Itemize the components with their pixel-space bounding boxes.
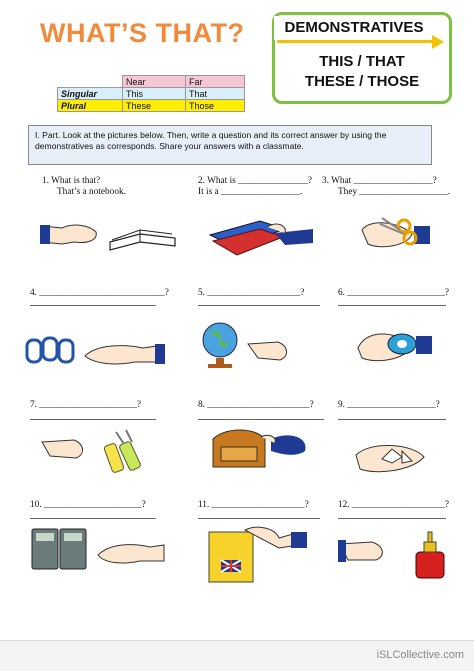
pointing-hand-and-glue-picture (338, 528, 448, 583)
footer-site: iSLCollective.com (376, 649, 464, 661)
hand-with-scissors-picture (360, 210, 430, 255)
question-11: 11. ____________________? (198, 500, 309, 510)
paperclips-and-hand-picture (25, 330, 165, 370)
answer-line-12[interactable] (338, 518, 446, 519)
question-9: 9. ___________________? (338, 400, 440, 410)
calculators-and-hand-picture (30, 525, 170, 575)
stapler-picture (205, 207, 315, 262)
demonstratives-line-1: THIS / THAT (319, 53, 405, 70)
demonstratives-line-2: THESE / THOSE (304, 73, 420, 90)
singular-near: This (123, 88, 186, 100)
answer-line-8[interactable] (198, 419, 324, 420)
question-2: 2. What is _______________? (198, 176, 312, 186)
question-6: 6. _____________________? (338, 288, 450, 298)
answer-line-6[interactable] (338, 305, 446, 306)
question-5: 5. ____________________? (198, 288, 305, 298)
answer-line-4[interactable] (30, 305, 156, 306)
pointing-hand-and-markers-picture (40, 420, 160, 475)
instructions: I. Part. Look at the pictures below. Then, write a question and its correct answer by using the demonstratives as corresponds. Share your answers with a classmate. (28, 125, 432, 165)
question-3: 3. What _________________? (322, 176, 437, 186)
arrow-head-icon (432, 35, 444, 49)
row-plural-label: Plural (58, 100, 123, 112)
header-near: Near (123, 76, 186, 88)
footer (0, 640, 474, 671)
answer-line-10[interactable] (30, 518, 156, 519)
question-12: 12. ____________________? (338, 500, 450, 510)
question-4: 4. ___________________________? (30, 288, 169, 298)
grammar-table (57, 75, 245, 112)
demonstratives-heading: DEMONSTRATIVES (274, 16, 434, 40)
plural-near: These (123, 100, 186, 112)
hand-and-notebook-picture (40, 212, 180, 254)
singular-far: That (186, 88, 245, 100)
page-title: WHAT’S THAT? (40, 18, 245, 48)
backpack-picture (205, 425, 320, 475)
arrow-icon (277, 40, 432, 43)
answer-1: That’s a notebook. (57, 187, 126, 197)
row-singular-label: Singular (58, 88, 123, 100)
hand-with-bows-picture (352, 435, 442, 480)
answer-line-9[interactable] (338, 419, 446, 420)
hand-with-tape-picture (352, 322, 442, 368)
answer-2: It is a _________________. (198, 187, 303, 197)
question-7: 7. _____________________? (30, 400, 142, 410)
globe-and-pointing-hand-picture (198, 320, 298, 370)
question-8: 8. ______________________? (198, 400, 314, 410)
plural-far: Those (186, 100, 245, 112)
question-10: 10. _____________________? (30, 500, 146, 510)
answer-3: They ___________________. (338, 187, 451, 197)
question-1: 1. What is that? (42, 176, 101, 186)
dictionary-picture (205, 522, 315, 584)
answer-line-11[interactable] (198, 518, 320, 519)
answer-line-5[interactable] (198, 305, 320, 306)
header-far: Far (186, 76, 245, 88)
